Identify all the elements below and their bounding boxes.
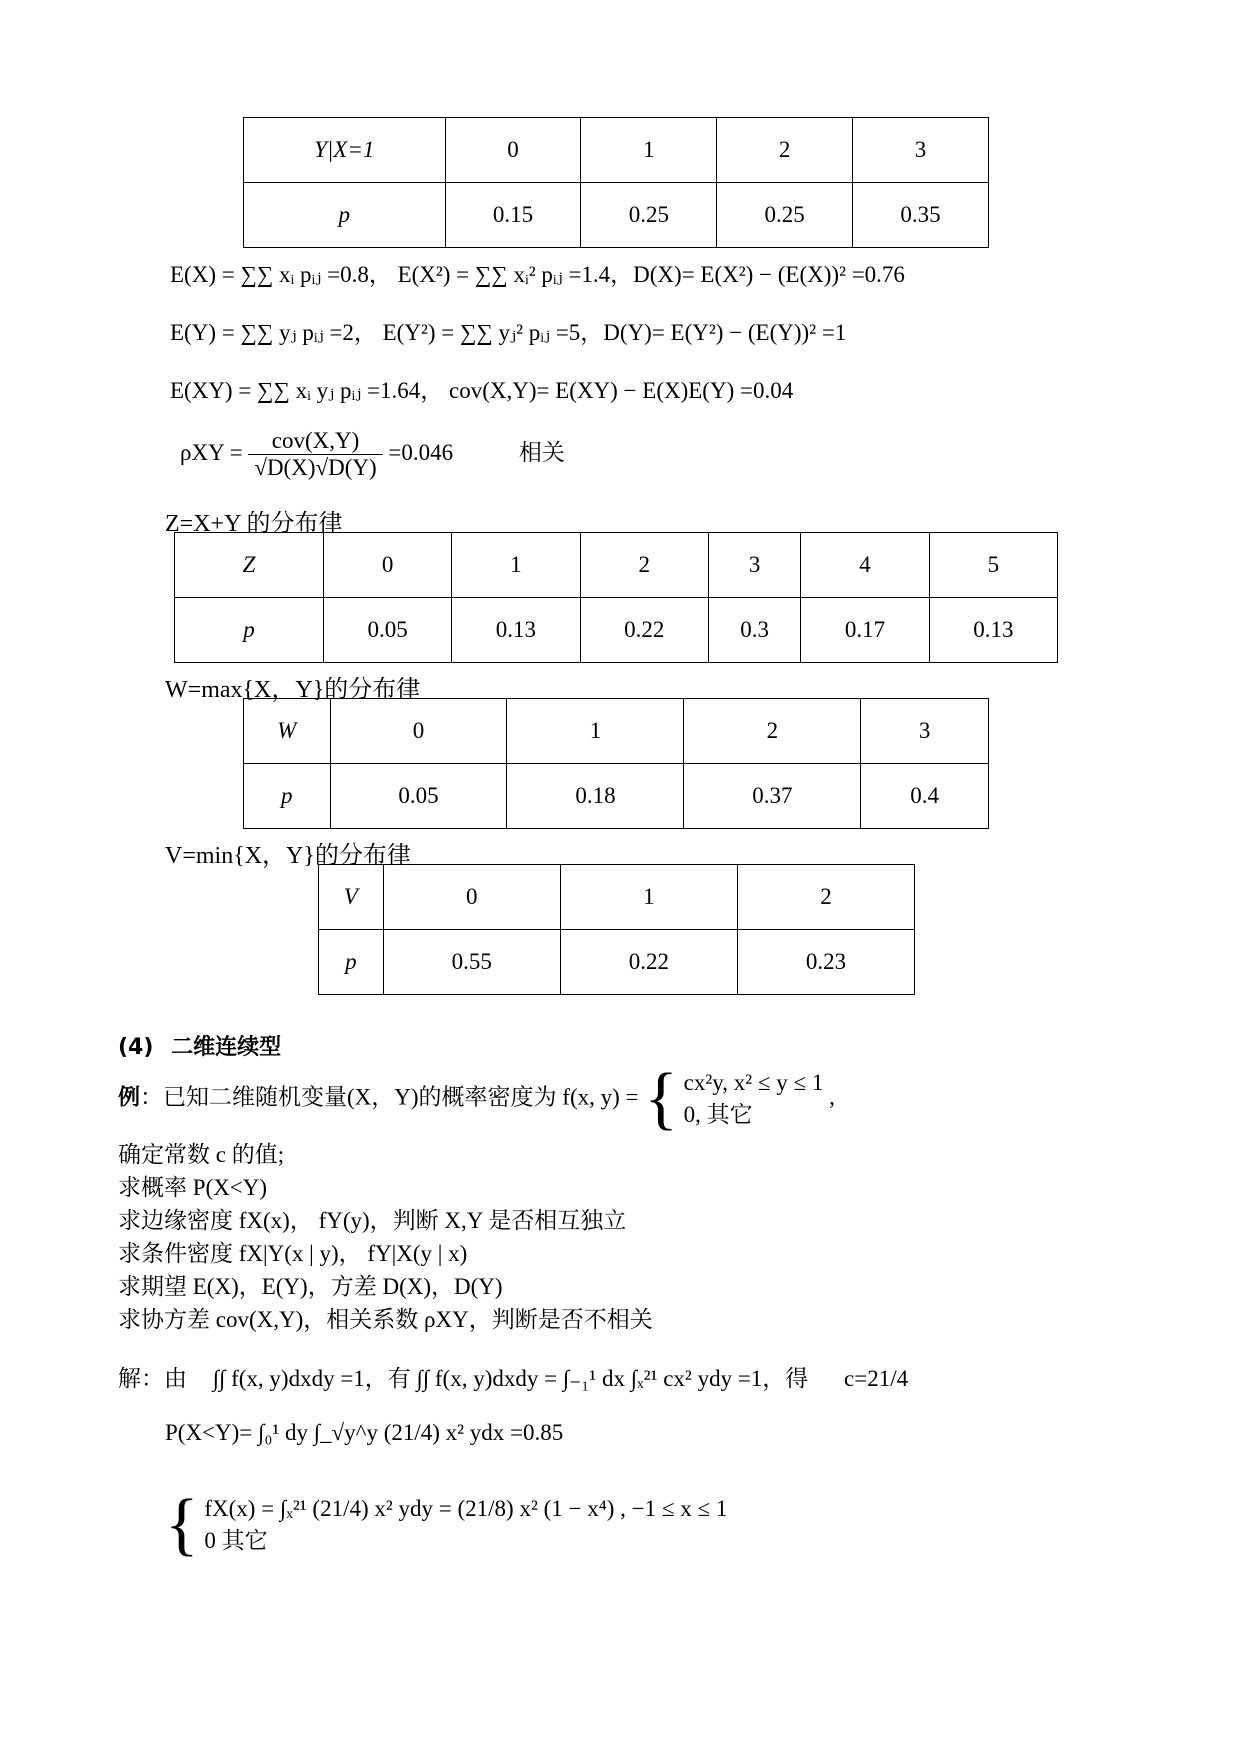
table-cell: 0.15 xyxy=(445,183,581,248)
caption-w: W=max{X，Y}的分布律 xyxy=(165,677,421,703)
table-header-row xyxy=(244,118,989,183)
table-cell: 0.05 xyxy=(330,764,507,829)
solution-result: c=21/4 xyxy=(844,1366,909,1391)
rho-denominator: √D(X)√D(Y) xyxy=(254,455,377,480)
example-label: 例 xyxy=(118,1085,141,1111)
piecewise-cases xyxy=(684,1067,824,1131)
section-heading-text: 二维连续型 xyxy=(171,1035,282,1060)
rho-note: 相关 xyxy=(518,439,565,465)
list-item: 求协方差 cov(X,Y)，相关系数 ρXY，判断是否不相关 xyxy=(118,1307,653,1332)
table-cell: 5 xyxy=(929,533,1057,598)
table-cell: 0.23 xyxy=(737,930,914,995)
list-item: 求期望 E(X)，E(Y)，方差 D(X)，D(Y) xyxy=(118,1274,503,1299)
table-header-row xyxy=(319,865,915,930)
rho-lhs: ρXY = xyxy=(180,439,243,465)
table-v xyxy=(318,864,915,995)
table-cell: 0.18 xyxy=(507,764,684,829)
table-cell: 0.25 xyxy=(717,183,853,248)
formula-rho xyxy=(180,428,565,481)
marginal-density xyxy=(165,1486,728,1563)
table-cell: Y|X=1 xyxy=(244,118,446,183)
table-cell: 2 xyxy=(684,699,861,764)
list-item: 确定常数 c 的值; xyxy=(118,1142,285,1167)
solution-line xyxy=(118,1360,908,1393)
probability-line: P(X<Y)= ∫₀¹ dy ∫_√y^y (21/4) x² ydx =0.85 xyxy=(165,1420,564,1445)
solution-equation: ∫∫ f(x, y)dxdy =1，有 ∫∫ f(x, y)dxdy = ∫₋₁¹ dx ∫ₓ²¹ cx² ydy =1，得 xyxy=(212,1366,809,1391)
caption-v: V=min{X，Y}的分布律 xyxy=(165,843,411,869)
table-cell: 2 xyxy=(717,118,853,183)
formula-exy: E(XY) = ∑∑ xᵢ yⱼ pᵢⱼ =1.64， cov(X,Y)= E(XY) − E(X)E(Y) =0.04 xyxy=(170,378,794,403)
table-z xyxy=(174,532,1058,663)
solution-lead: 解：由 xyxy=(118,1366,187,1391)
table-w xyxy=(243,698,989,829)
rho-numerator: cov(X,Y) xyxy=(248,428,382,455)
case-2: 0 其它 xyxy=(204,1528,268,1553)
table-cell: p xyxy=(175,598,324,663)
formula-ex: E(X) = ∑∑ xᵢ pᵢⱼ =0.8， E(X²) = ∑∑ xᵢ² pᵢⱼ =1.4，D(X)= E(X²) − (E(X))² =0.76 xyxy=(170,262,905,287)
piecewise-cases xyxy=(204,1493,727,1557)
table-cell: Z xyxy=(175,533,324,598)
table-cell: 2 xyxy=(580,533,708,598)
table-cell: 0.3 xyxy=(708,598,801,663)
table-cell: 0.55 xyxy=(383,930,560,995)
rho-value: =0.046 xyxy=(388,439,454,465)
case-end: , xyxy=(829,1084,835,1110)
table-cell: p xyxy=(244,764,331,829)
case-1: fX(x) = ∫ₓ²¹ (21/4) x² ydy = (21/8) x² (1 − x⁴) , −1 ≤ x ≤ 1 xyxy=(204,1496,728,1521)
table-cell: 3 xyxy=(708,533,801,598)
table-row xyxy=(244,183,989,248)
table-header-row xyxy=(175,533,1058,598)
table-cell: 0.13 xyxy=(452,598,580,663)
table-cell: 0 xyxy=(330,699,507,764)
table-cell: 0 xyxy=(324,533,452,598)
table-cell: 0.37 xyxy=(684,764,861,829)
table-cell: p xyxy=(244,183,446,248)
table-cell: 0.25 xyxy=(581,183,717,248)
table-row xyxy=(319,930,915,995)
table-row xyxy=(175,598,1058,663)
table-cell: 0.35 xyxy=(853,183,989,248)
case-1: cx²y, x² ≤ y ≤ 1 xyxy=(683,1070,824,1095)
table-cell: 0.22 xyxy=(560,930,737,995)
case-2: 0, 其它 xyxy=(683,1102,753,1127)
table-cell: 0.05 xyxy=(324,598,452,663)
table-cell: 0 xyxy=(383,865,560,930)
table-cell: V xyxy=(319,865,384,930)
table-cell: 1 xyxy=(560,865,737,930)
table-cell: 0.17 xyxy=(801,598,929,663)
list-item: 求边缘密度 fX(x)， fY(y)，判断 X,Y 是否相互独立 xyxy=(118,1208,627,1233)
task-list xyxy=(118,1138,653,1336)
table-cell: 0.4 xyxy=(861,764,989,829)
list-item: 求概率 P(X<Y) xyxy=(118,1175,268,1200)
section-heading xyxy=(118,1030,281,1061)
left-brace: { xyxy=(165,1486,199,1563)
table-cell: 0.13 xyxy=(929,598,1057,663)
table-cell: 1 xyxy=(452,533,580,598)
table-cell: 3 xyxy=(853,118,989,183)
table-cell: 0.22 xyxy=(580,598,708,663)
table-cell: 4 xyxy=(801,533,929,598)
table-cell: 3 xyxy=(861,699,989,764)
table-cell: 1 xyxy=(507,699,684,764)
example-text: ：已知二维随机变量(X，Y)的概率密度为 f(x, y) = xyxy=(140,1084,639,1110)
formula-ey: E(Y) = ∑∑ yⱼ pᵢⱼ =2， E(Y²) = ∑∑ yⱼ² pᵢⱼ =5，D(Y)= E(Y²) − (E(Y))² =1 xyxy=(170,320,847,345)
table-cell: 1 xyxy=(581,118,717,183)
left-brace: { xyxy=(644,1060,678,1137)
rho-fraction xyxy=(248,428,382,481)
table-cell: W xyxy=(244,699,331,764)
table-row xyxy=(244,764,989,829)
caption-z: Z=X+Y 的分布律 xyxy=(165,511,343,537)
table-cell: p xyxy=(319,930,384,995)
table-y-given-x1 xyxy=(243,117,989,248)
example-line xyxy=(118,1060,835,1137)
table-header-row xyxy=(244,699,989,764)
table-cell: 0 xyxy=(445,118,581,183)
table-cell: 2 xyxy=(737,865,914,930)
list-item: 求条件密度 fX|Y(x | y)， fY|X(y | x) xyxy=(118,1241,468,1266)
section-heading-num: (4) xyxy=(118,1035,154,1060)
